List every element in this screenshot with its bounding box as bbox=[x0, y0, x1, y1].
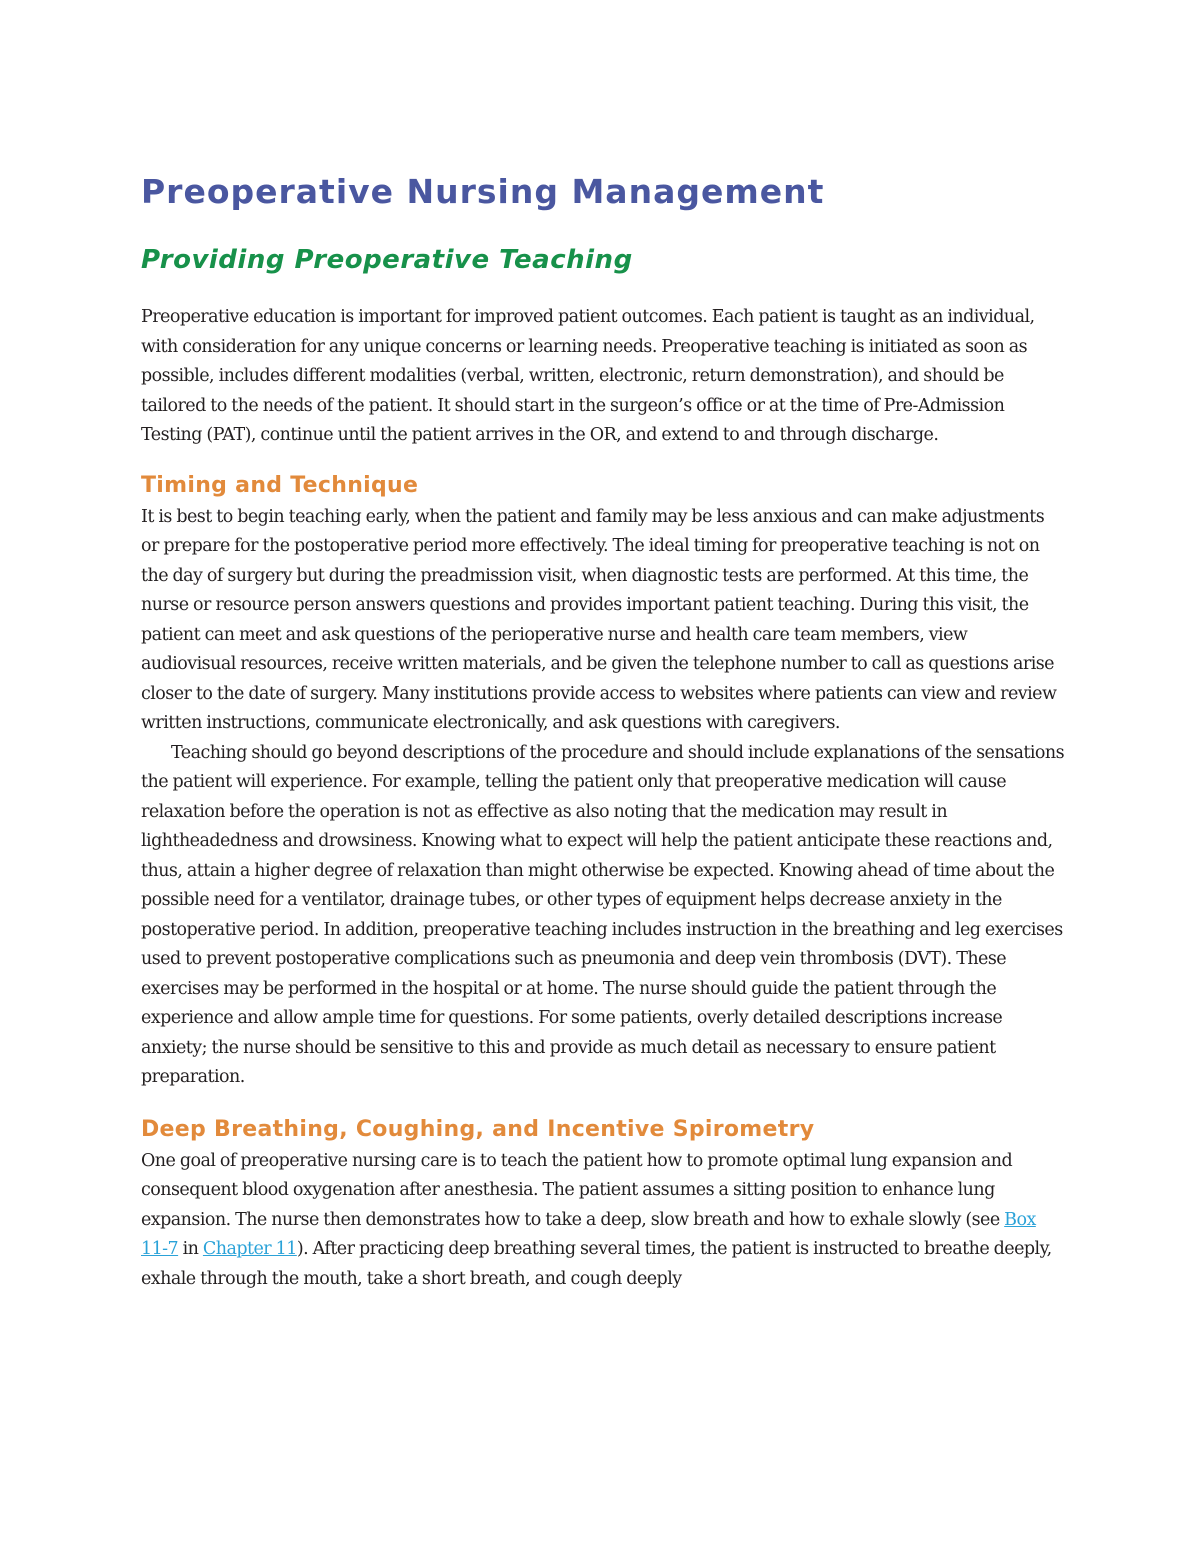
breathing-paragraph bbox=[141, 1147, 1066, 1295]
breathing-text-middle: in bbox=[178, 1239, 203, 1259]
breathing-text-after: ). After practicing deep breathing several times, the patient is instructed to breathe deeply, exhale through the mouth, take a short breath, and cough deeply bbox=[141, 1239, 1052, 1289]
section-subtitle: Providing Preoperative Teaching bbox=[141, 245, 633, 275]
document-content bbox=[141, 170, 1066, 1294]
intro-paragraph: Preoperative education is important for improved patient outcomes. Each patient is taught as an individual, with consideration for any unique concerns or learning needs. Preoperative teaching is initiated as soon as possible, includes different modalities (verbal, written, electronic, return demonstration), and should be tailored to the needs of the patient. It should start in the surgeon’s office or at the time of Pre-Admission Testing (PAT), continue until the patient arrives in the OR, and extend to and through discharge. bbox=[141, 307, 1035, 445]
breathing-text-before: One goal of preoperative nursing care is to teach the patient how to promote optimal lung expansion and consequent blood oxygenation after anesthesia. The patient assumes a sitting position to enhance lung expansion. The nurse then demonstrates how to take a deep, slow breath and how to exhale slowly (see bbox=[141, 1150, 1013, 1230]
box-11-7-link[interactable]: Box 11-7 bbox=[141, 1209, 1036, 1259]
timing-paragraph-1: It is best to begin teaching early, when the patient and family may be less anxious and can make adjustments or prepare for the postoperative period more effectively. The ideal timing for preoperative teaching is not on the day of surgery but during the preadmission visit, when diagnostic tests are performed. At this time, the nurse or resource person answers questions and provides important patient teaching. During this visit, the patient can meet and ask questions of the perioperative nurse and health care team members, view audiovisual resources, receive written materials, and be given the telephone number to call as questions arise closer to the date of surgery. Many institutions provide access to websites where patients can view and review written instructions, communicate electronically, and ask questions with caregivers. bbox=[141, 506, 1057, 733]
heading-timing-technique: Timing and Technique bbox=[141, 472, 419, 498]
heading-deep-breathing: Deep Breathing, Coughing, and Incentive Spirometry bbox=[141, 1116, 815, 1142]
page-title: Preoperative Nursing Management bbox=[141, 172, 825, 211]
timing-paragraph-2: Teaching should go beyond descriptions of the procedure and should include explanations of the sensations the patient will experience. For example, telling the patient only that preoperative medication will cause relaxation before the operation is not as effective as also noting that the medication may result in lightheadedness and drowsiness. Knowing what to expect will help the patient anticipate these reactions and, thus, attain a higher degree of relaxation than might otherwise be expected. Knowing ahead of time about the possible need for a ventilator, drainage tubes, or other types of equipment helps decrease anxiety in the postoperative period. In addition, preoperative teaching includes instruction in the breathing and leg exercises used to prevent postoperative complications such as pneumonia and deep vein thrombosis (DVT). These exercises may be performed in the hospital or at home. The nurse should guide the patient through the experience and allow ample time for questions. For some patients, overly detailed descriptions increase anxiety; the nurse should be sensitive to this and provide as much detail as necessary to ensure patient preparation. bbox=[141, 742, 1065, 1087]
chapter-11-link[interactable]: Chapter 11 bbox=[202, 1239, 297, 1259]
